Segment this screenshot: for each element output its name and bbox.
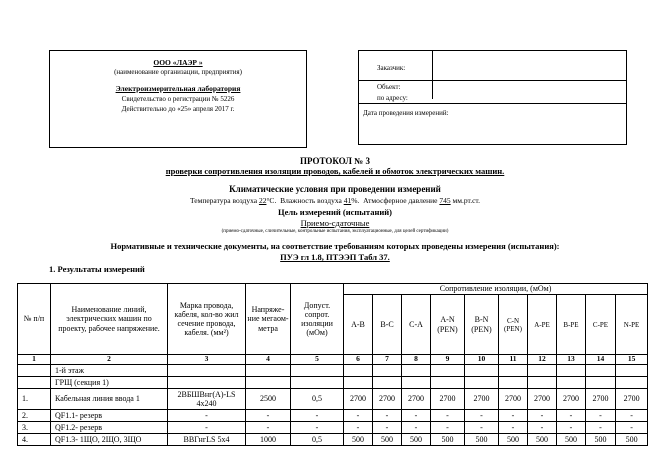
protocol-title: ПРОТОКОЛ № 3 bbox=[300, 156, 370, 166]
valid-until-text: Действительно до «25» апреля 2017 г. bbox=[121, 105, 235, 113]
row-num: 3. bbox=[18, 422, 51, 434]
column-number: 3 bbox=[168, 355, 246, 365]
column-number: 8 bbox=[402, 355, 431, 365]
pressure-label: Атмосферное давление bbox=[363, 196, 438, 205]
address-label: по адресу: bbox=[377, 94, 408, 102]
row-value: 2700 bbox=[616, 389, 648, 410]
column-number: 12 bbox=[528, 355, 557, 365]
row-value: 500 bbox=[373, 434, 402, 446]
row-value: 500 bbox=[431, 434, 465, 446]
row-value: 2700 bbox=[344, 389, 373, 410]
row-value: - bbox=[557, 422, 586, 434]
row-value: - bbox=[528, 410, 557, 422]
row-value: 2700 bbox=[528, 389, 557, 410]
row-value: - bbox=[616, 422, 648, 434]
column-number: 7 bbox=[373, 355, 402, 365]
row-voltage: - bbox=[246, 410, 291, 422]
header-name: Наименование линий, электрических машин по проекту, рабочее напряжение. bbox=[51, 284, 168, 355]
row-value: - bbox=[499, 410, 528, 422]
column-number: 4 bbox=[246, 355, 291, 365]
header-resistance-group: Сопротивление изоляции, (мОм) bbox=[344, 284, 648, 295]
column-number: 5 bbox=[291, 355, 344, 365]
row-voltage: 2500 bbox=[246, 389, 291, 410]
header-cable: Марка провода, кабеля, кол-во жил сечение провода, кабеля. (мм²) bbox=[168, 284, 246, 355]
column-number: 9 bbox=[431, 355, 465, 365]
normative-value: ПУЭ гл 1.8, ПТЭЭП Табл 37. bbox=[280, 252, 390, 262]
column-number: 6 bbox=[344, 355, 373, 365]
organization-box bbox=[49, 50, 307, 148]
column-number: 11 bbox=[499, 355, 528, 365]
header-allowed: Допуст. сопрот. изоляции (мОм) bbox=[291, 284, 344, 355]
header-phase: A-B bbox=[344, 295, 373, 355]
row-name: QF1.3- 1ЩО, 2ЩО, 3ЩО bbox=[51, 434, 168, 446]
row-allowed: 0,5 bbox=[291, 389, 344, 410]
row-allowed: - bbox=[291, 422, 344, 434]
pressure-unit: мм.рт.ст. bbox=[452, 196, 481, 205]
row-value: - bbox=[616, 410, 648, 422]
header-phase: C-A bbox=[402, 295, 431, 355]
client-box bbox=[358, 50, 627, 145]
table-row bbox=[18, 389, 648, 410]
row-value: - bbox=[465, 422, 499, 434]
row-value: 500 bbox=[616, 434, 648, 446]
row-value: 500 bbox=[344, 434, 373, 446]
humidity-label: Влажность воздуха bbox=[280, 196, 342, 205]
customer-line bbox=[359, 80, 626, 81]
normative-title: Нормативные и технические документы, на соответствие требованиям которых проведены измерения (испытания): bbox=[110, 241, 560, 251]
climate-title: Климатические условия при проведении измерений bbox=[229, 184, 441, 194]
goal-caption: (приемо-сдаточные, сличительные, контрольные испытания, эксплуатационные, для целей сертификации) bbox=[221, 229, 449, 234]
column-number-row bbox=[18, 355, 648, 365]
object-label: Объект: bbox=[377, 83, 401, 91]
row-value: - bbox=[586, 410, 616, 422]
row-value: - bbox=[586, 422, 616, 434]
certificate-text: Свидетельство о регистрации № 5226 bbox=[121, 95, 235, 103]
row-value: - bbox=[402, 410, 431, 422]
row-cable: - bbox=[168, 410, 246, 422]
row-num: 2. bbox=[18, 410, 51, 422]
header-phase: C-N (PEN) bbox=[499, 295, 528, 355]
row-value: - bbox=[557, 410, 586, 422]
table-row bbox=[18, 434, 648, 446]
header-phase: A-PE bbox=[528, 295, 557, 355]
header-phase: N-PE bbox=[616, 295, 648, 355]
temperature-label: Температура воздуха bbox=[189, 196, 258, 205]
floor-label: 1-й этаж bbox=[51, 365, 168, 377]
organization-caption: (наименование организации, предприятия) bbox=[114, 68, 242, 76]
laboratory-name: Электроизмерительная лаборатория bbox=[115, 84, 241, 93]
row-value: 2700 bbox=[557, 389, 586, 410]
header-phase: A-N (PEN) bbox=[431, 295, 465, 355]
row-value: 2700 bbox=[586, 389, 616, 410]
row-value: - bbox=[344, 410, 373, 422]
header-phase: C-PE bbox=[586, 295, 616, 355]
row-value: 500 bbox=[586, 434, 616, 446]
row-value: - bbox=[431, 422, 465, 434]
column-number: 15 bbox=[616, 355, 648, 365]
row-value: 500 bbox=[557, 434, 586, 446]
pressure-value: 745 bbox=[439, 196, 451, 205]
goal-value: Приемо-сдаточные bbox=[300, 218, 370, 228]
section-row bbox=[18, 377, 648, 389]
row-cable: 2ВБШВнг(А)-LS 4х240 bbox=[168, 389, 246, 410]
row-value: - bbox=[402, 422, 431, 434]
row-value: 2700 bbox=[499, 389, 528, 410]
row-value: - bbox=[344, 422, 373, 434]
results-title: 1. Результаты измерений bbox=[49, 264, 145, 274]
date-label: Дата проведения измерений: bbox=[363, 109, 449, 117]
protocol-subtitle: проверки сопротивления изоляции проводов, кабелей и обмоток электрических машин. bbox=[165, 166, 505, 176]
section-label: ГРЩ (секция 1) bbox=[51, 377, 168, 389]
header-phase: B-PE bbox=[557, 295, 586, 355]
temperature-value: 22 bbox=[258, 196, 267, 205]
organization-name: ООО «ЛАЭР » bbox=[153, 58, 203, 67]
client-box-divider bbox=[432, 51, 433, 99]
humidity-value: 41 bbox=[343, 196, 352, 205]
row-value: - bbox=[465, 410, 499, 422]
row-name: Кабельная линия ввода 1 bbox=[51, 389, 168, 410]
row-value: 500 bbox=[528, 434, 557, 446]
row-allowed: - bbox=[291, 410, 344, 422]
row-value: - bbox=[373, 422, 402, 434]
table-row bbox=[18, 422, 648, 434]
row-value: 2700 bbox=[402, 389, 431, 410]
row-num: 4. bbox=[18, 434, 51, 446]
row-value: 2700 bbox=[465, 389, 499, 410]
header-voltage: Напряже-ние мегаом-метра bbox=[246, 284, 291, 355]
row-value: - bbox=[431, 410, 465, 422]
header-num: № п/п bbox=[18, 284, 51, 355]
row-value: - bbox=[528, 422, 557, 434]
column-number: 13 bbox=[557, 355, 586, 365]
row-allowed: 0,5 bbox=[291, 434, 344, 446]
floor-row bbox=[18, 365, 648, 377]
header-phase: B-C bbox=[373, 295, 402, 355]
row-cable: ВВГнгLS 5х4 bbox=[168, 434, 246, 446]
column-number: 10 bbox=[465, 355, 499, 365]
humidity-unit: %. bbox=[351, 196, 360, 205]
row-value: 500 bbox=[465, 434, 499, 446]
header-phase: B-N (PEN) bbox=[465, 295, 499, 355]
row-value: - bbox=[499, 422, 528, 434]
temperature-unit: °С. bbox=[266, 196, 277, 205]
row-voltage: 1000 bbox=[246, 434, 291, 446]
address-line bbox=[359, 103, 626, 104]
column-number: 1 bbox=[18, 355, 51, 365]
row-value: 500 bbox=[499, 434, 528, 446]
row-cable: - bbox=[168, 422, 246, 434]
column-number: 2 bbox=[51, 355, 168, 365]
row-num: 1. bbox=[18, 389, 51, 410]
climate-values bbox=[0, 196, 670, 205]
customer-label: Заказчик: bbox=[377, 64, 406, 72]
row-voltage: - bbox=[246, 422, 291, 434]
row-value: 2700 bbox=[431, 389, 465, 410]
row-value: 2700 bbox=[373, 389, 402, 410]
results-table bbox=[17, 283, 648, 446]
goal-title: Цель измерений (испытаний) bbox=[278, 207, 392, 217]
table-row bbox=[18, 410, 648, 422]
row-value: - bbox=[373, 410, 402, 422]
column-number: 14 bbox=[586, 355, 616, 365]
row-name: QF1.1- резерв bbox=[51, 410, 168, 422]
row-value: 500 bbox=[402, 434, 431, 446]
row-name: QF1.2- резерв bbox=[51, 422, 168, 434]
